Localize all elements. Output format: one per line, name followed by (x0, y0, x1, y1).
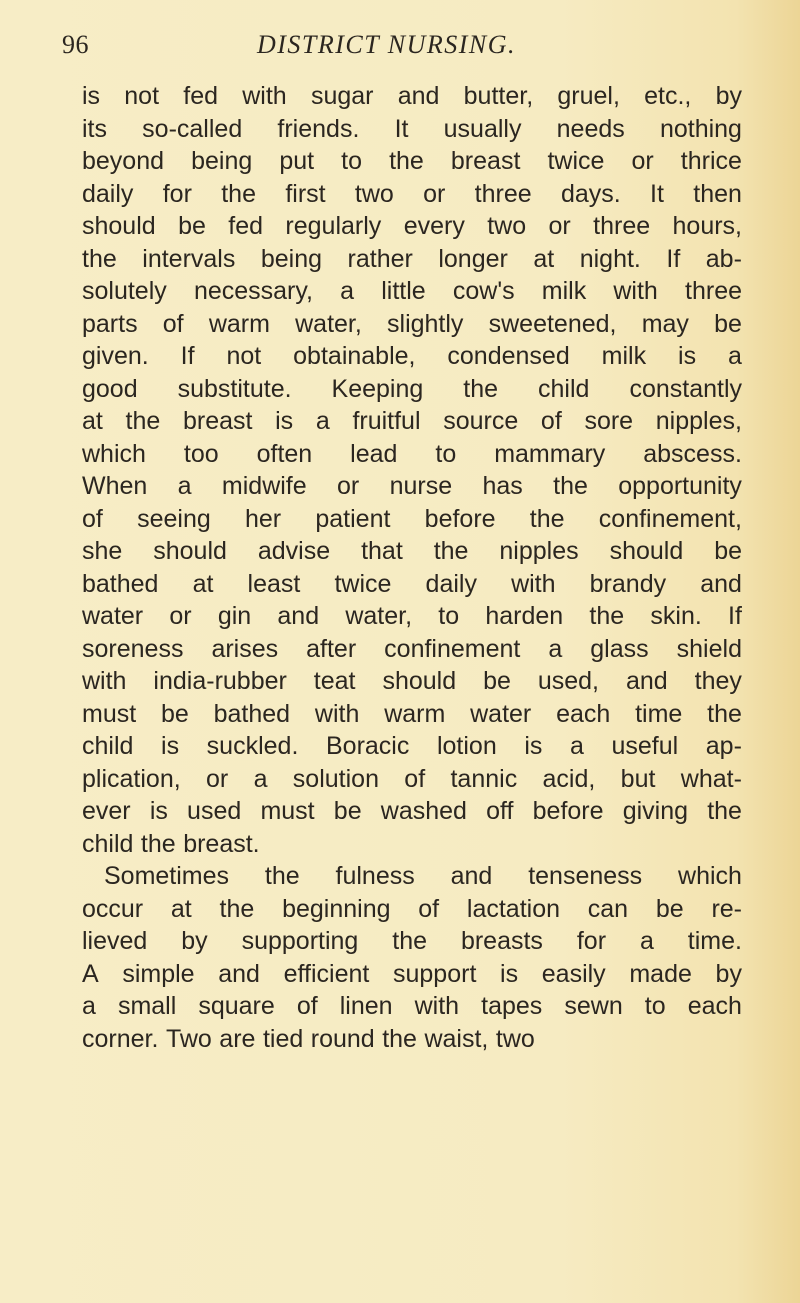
word: or (631, 147, 654, 175)
word: usually (443, 114, 522, 143)
word: least (247, 569, 301, 598)
word: a (728, 342, 742, 370)
word: twice (334, 569, 392, 598)
word: must (260, 797, 315, 825)
text-line (82, 535, 742, 568)
word: by (181, 927, 208, 955)
text-line (82, 958, 742, 991)
word: the (553, 472, 588, 500)
word: fulness (335, 862, 415, 890)
word: supporting (241, 927, 359, 955)
word: which (82, 439, 146, 468)
word: two (354, 179, 394, 208)
word: or (206, 764, 229, 793)
word: obtainable, (293, 342, 416, 370)
word: the (389, 147, 424, 175)
word: support (393, 959, 477, 988)
word: by (715, 82, 742, 110)
word: the (219, 894, 255, 923)
word: small (117, 992, 177, 1020)
text-line (82, 503, 742, 536)
word: the (82, 244, 117, 273)
word: intervals (142, 244, 236, 273)
word: put (279, 147, 315, 175)
text-line (82, 990, 742, 1023)
word: skin. (650, 602, 702, 630)
word: two (487, 212, 527, 240)
word: being (191, 147, 253, 175)
word: used, (537, 667, 600, 695)
word: warm (208, 309, 270, 338)
text-line (82, 828, 742, 861)
word: and (450, 862, 493, 890)
word: square (198, 992, 275, 1020)
word: breast (182, 407, 253, 435)
word: with (613, 277, 658, 305)
word: be (333, 797, 362, 825)
word: should (82, 212, 156, 240)
word: brandy (589, 569, 667, 598)
text-line (82, 210, 742, 243)
word: the (392, 927, 428, 955)
word: nipples, (655, 407, 742, 435)
word: its (82, 114, 107, 143)
word: the (707, 699, 742, 728)
word: re- (711, 894, 742, 923)
word: cow's (452, 277, 515, 305)
word: giving (622, 797, 689, 825)
word: be (714, 537, 742, 565)
word: arises (211, 634, 279, 663)
word: slightly (387, 309, 464, 338)
word: round (310, 1024, 375, 1053)
word: be (178, 212, 206, 240)
word: are (219, 1024, 256, 1053)
word: then (693, 179, 742, 208)
word: corner. (82, 1024, 159, 1053)
word: often (256, 439, 313, 468)
word: opportunity (618, 472, 742, 500)
word: mammary (494, 439, 606, 468)
word: simple (122, 959, 195, 988)
text-line (82, 405, 742, 438)
text-line (82, 893, 742, 926)
word: milk (541, 277, 587, 305)
word: be (483, 667, 511, 695)
word: time. (687, 927, 742, 955)
word: of (82, 504, 103, 533)
text-line (82, 698, 742, 731)
word: a (548, 634, 563, 663)
word: little (381, 277, 426, 305)
word: lactation (466, 894, 561, 923)
word: the (589, 602, 625, 630)
word: regularly (285, 212, 382, 240)
word: daily (82, 179, 134, 208)
word: may (641, 309, 689, 338)
word: friends. (277, 114, 360, 143)
text-line (82, 665, 742, 698)
word: but (620, 764, 656, 793)
word: the (463, 374, 499, 403)
word: parts (82, 309, 138, 338)
word: fruitful (352, 407, 421, 435)
word: with (414, 992, 460, 1020)
word: the (140, 829, 176, 858)
word: a (340, 277, 355, 305)
word: beginning (282, 894, 391, 923)
word: with (314, 699, 360, 728)
word: good (82, 374, 138, 403)
word: and (700, 569, 742, 598)
word: tapes (481, 992, 543, 1020)
word: for (576, 927, 607, 955)
word: ab- (705, 244, 742, 273)
word: advise (257, 537, 331, 565)
word: teat (313, 667, 356, 695)
word: suckled. (206, 732, 299, 760)
word: each (687, 992, 742, 1020)
word: of (162, 309, 184, 338)
word: is (275, 407, 294, 435)
word: her (245, 504, 282, 533)
word: too (183, 439, 219, 468)
word: ap- (705, 732, 742, 760)
word: and (218, 959, 260, 988)
word: night. (579, 244, 641, 273)
word: water, (295, 309, 362, 338)
word: which (678, 862, 742, 890)
running-head: DISTRICT NURSING. (257, 30, 517, 59)
word: water (82, 602, 144, 630)
word: of (404, 764, 426, 793)
word: has (482, 472, 523, 500)
word: acid, (542, 764, 596, 793)
word: solution (292, 764, 379, 793)
word: It (394, 114, 409, 143)
word: to (438, 602, 460, 630)
word: at (533, 244, 555, 273)
word: before (424, 504, 496, 533)
word: harden (485, 602, 564, 630)
word: Boracic (325, 732, 410, 760)
word: sugar (310, 82, 374, 110)
word: tenseness (528, 862, 643, 890)
word: soreness (82, 634, 184, 663)
word: must (82, 699, 137, 728)
word: each (556, 699, 611, 728)
word: that (361, 537, 403, 565)
text-line (82, 568, 742, 601)
word: sweetened, (488, 309, 617, 338)
word: days. (560, 179, 621, 208)
text-line (82, 730, 742, 763)
word: easily (541, 959, 606, 988)
word: off (486, 797, 514, 825)
text-line (82, 763, 742, 796)
word: should (609, 537, 684, 565)
text-line (82, 178, 742, 211)
word: Keeping (331, 374, 424, 403)
word: lead (350, 439, 398, 468)
word: substitute. (177, 374, 292, 403)
text-line (82, 373, 742, 406)
text-line (82, 145, 742, 178)
word: is (149, 797, 168, 825)
word: rather (347, 244, 413, 273)
text-line (82, 80, 742, 113)
word: so-called (142, 114, 243, 143)
word: waist, (424, 1024, 489, 1053)
word: is (524, 732, 543, 760)
word: is (82, 82, 101, 110)
word: linen (339, 992, 393, 1020)
word: is (161, 732, 180, 760)
word: washed (380, 797, 467, 825)
word: Sometimes (104, 862, 230, 890)
word: abscess. (643, 439, 742, 468)
word: be (161, 699, 189, 728)
word: hours, (672, 212, 742, 240)
text-line (82, 600, 742, 633)
word: water, (345, 602, 413, 630)
word: a (177, 472, 192, 500)
word: india-rubber (153, 667, 287, 695)
text-line (82, 340, 742, 373)
word: sore (584, 407, 634, 435)
word: plication, (82, 764, 181, 793)
word: source (443, 407, 519, 435)
word: can (587, 894, 629, 923)
body-text (82, 80, 742, 1055)
word: bathed (213, 699, 291, 728)
word: bathed (82, 569, 159, 598)
word: nurse (389, 472, 453, 500)
word: and (397, 82, 440, 110)
word: occur (82, 894, 144, 923)
word: nothing (659, 114, 742, 143)
word: breasts (460, 927, 543, 955)
word: by (715, 959, 742, 988)
word: should (382, 667, 457, 695)
word: etc., (644, 82, 692, 110)
word: the (125, 407, 161, 435)
word: longer (438, 244, 508, 273)
word: nipples (499, 537, 579, 565)
text-line (82, 1023, 742, 1056)
word: Two (165, 1024, 212, 1053)
word: two (495, 1024, 535, 1053)
word: three (593, 212, 651, 240)
word: the (707, 797, 742, 825)
word: not (124, 82, 160, 110)
word: useful (611, 732, 679, 760)
word: the (382, 1024, 417, 1053)
word: time (635, 699, 683, 728)
word: every (403, 212, 465, 240)
word: the (433, 537, 469, 565)
word: gin (217, 602, 252, 630)
word: seeing (137, 504, 211, 533)
word: fed (183, 82, 219, 110)
word: ever (82, 797, 131, 825)
word: sewn (564, 992, 623, 1020)
word: A (82, 959, 99, 988)
word: be (714, 309, 742, 338)
word: first (285, 179, 326, 208)
word: to (435, 439, 457, 468)
word: condensed (447, 342, 570, 370)
text-line (82, 243, 742, 276)
text-line (82, 438, 742, 471)
word: constantly (629, 374, 742, 403)
word: or (337, 472, 360, 500)
word: the (264, 862, 300, 890)
word: or (548, 212, 571, 240)
word: water (470, 699, 532, 728)
word: glass (590, 634, 649, 663)
word: be (655, 894, 684, 923)
word: to (644, 992, 666, 1020)
text-line (82, 925, 742, 958)
text-line (82, 308, 742, 341)
word: solutely (82, 277, 167, 305)
word: what- (680, 764, 742, 793)
word: is (678, 342, 697, 370)
word: at (192, 569, 214, 598)
word: If (728, 602, 742, 630)
word: confinement, (598, 504, 742, 533)
word: a (639, 927, 654, 955)
text-line (82, 275, 742, 308)
word: fed (228, 212, 264, 240)
word: beyond (82, 147, 165, 175)
text-line (82, 795, 742, 828)
word: warm (384, 699, 446, 728)
word: lieved (82, 927, 148, 955)
word: child (538, 374, 590, 403)
word: a (569, 732, 584, 760)
word: shield (676, 634, 742, 663)
word: and (625, 667, 668, 695)
word: is (500, 959, 519, 988)
word: a (315, 407, 330, 435)
page-header (62, 30, 682, 70)
word: not (226, 342, 262, 370)
word: a (253, 764, 268, 793)
word: midwife (221, 472, 307, 500)
word: and (277, 602, 320, 630)
word: used (187, 797, 242, 825)
word: milk (601, 342, 647, 370)
word: before (532, 797, 604, 825)
word: child (82, 829, 134, 858)
word: at (82, 407, 103, 435)
word: a (82, 992, 96, 1020)
word: needs (556, 114, 625, 143)
word: efficient (283, 959, 370, 988)
word: thrice (680, 147, 742, 175)
word: tannic (450, 764, 518, 793)
word: being (260, 244, 323, 273)
word: breast. (183, 829, 260, 858)
word: the (529, 504, 565, 533)
word: If (666, 244, 681, 273)
word: gruel, (557, 82, 620, 110)
word: with (82, 667, 127, 695)
word: made (629, 959, 692, 988)
text-line (82, 860, 742, 893)
word: It (650, 179, 664, 208)
word: three (474, 179, 532, 208)
word: lotion (436, 732, 497, 760)
word: child (82, 732, 134, 760)
word: daily (425, 569, 477, 598)
word: twice (547, 147, 605, 175)
word: for (162, 179, 192, 208)
word: necessary, (193, 277, 313, 305)
text-line (82, 470, 742, 503)
word: of (540, 407, 562, 435)
word: patient (315, 504, 391, 533)
text-line (82, 633, 742, 666)
word: given. (82, 342, 149, 370)
word: of (296, 992, 318, 1020)
word: If (180, 342, 195, 370)
word: after (306, 634, 357, 663)
word: tied (262, 1024, 304, 1053)
word: she (82, 537, 123, 565)
page-number: 96 (62, 30, 89, 59)
word: should (153, 537, 227, 565)
text-line (82, 113, 742, 146)
word: with (242, 82, 287, 110)
word: butter, (463, 82, 534, 110)
word: with (511, 569, 556, 598)
word: they (694, 667, 742, 695)
word: of (418, 894, 440, 923)
word: or (423, 179, 446, 208)
word: the (221, 179, 256, 208)
word: to (341, 147, 363, 175)
word: confinement (384, 634, 521, 663)
word: When (82, 472, 148, 500)
word: breast (450, 147, 521, 175)
word: or (169, 602, 192, 630)
word: three (685, 277, 742, 305)
word: at (170, 894, 192, 923)
